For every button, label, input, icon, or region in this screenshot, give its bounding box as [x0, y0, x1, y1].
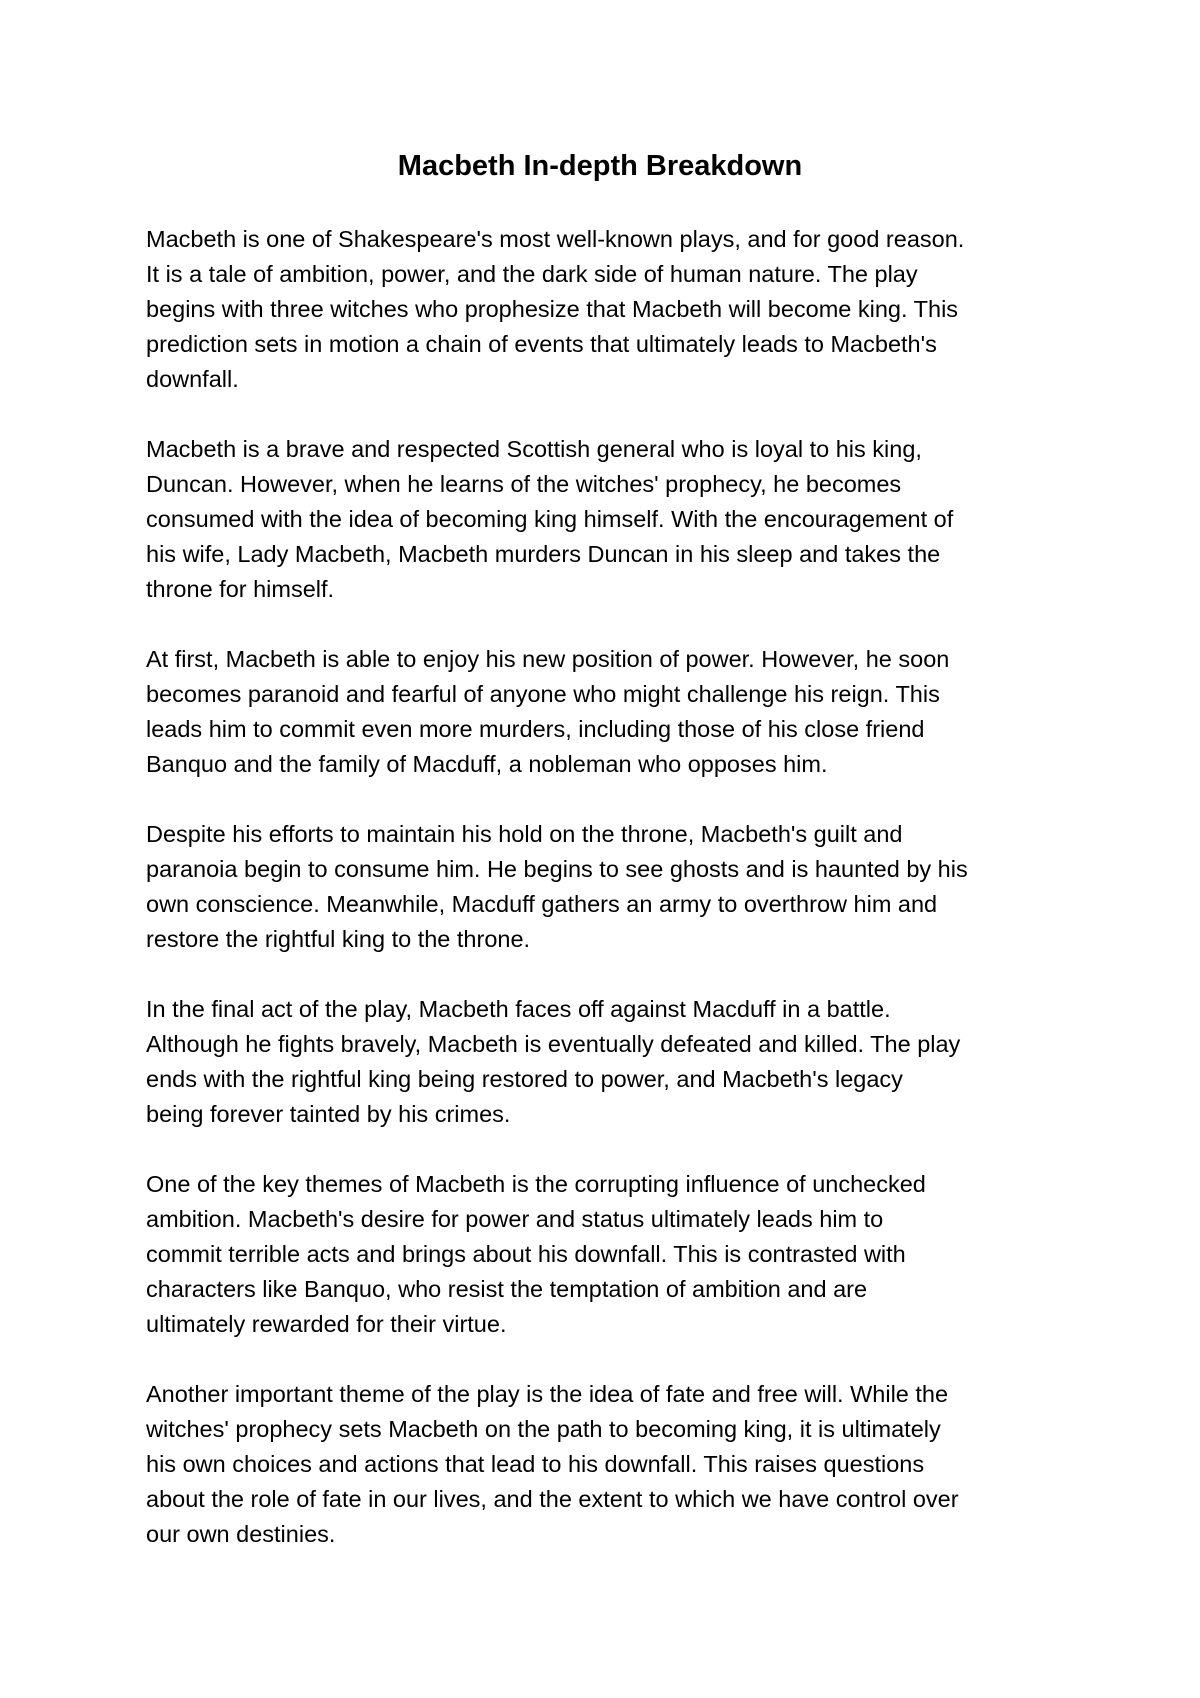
document-body: [146, 222, 1096, 1587]
document-title: Macbeth In-depth Breakdown: [397, 150, 803, 182]
text-line: ultimately rewarded for their virtue.: [146, 1311, 507, 1337]
paragraph-1: [146, 222, 1096, 397]
text-line: becomes paranoid and fearful of anyone who might challenge his reign. This: [146, 681, 940, 707]
text-line: Macbeth is one of Shakespeare's most well-known plays, and for good reason.: [146, 226, 965, 252]
text-line: Despite his efforts to maintain his hold on the throne, Macbeth's guilt and: [146, 821, 903, 847]
text-line: witches' prophecy sets Macbeth on the path to becoming king, it is ultimately: [146, 1416, 941, 1442]
text-line: downfall.: [146, 366, 239, 392]
text-line: his wife, Lady Macbeth, Macbeth murders Duncan in his sleep and takes the: [146, 541, 941, 567]
text-line: throne for himself.: [146, 576, 335, 602]
text-line: At first, Macbeth is able to enjoy his new position of power. However, he soon: [146, 646, 950, 672]
text-line: our own destinies.: [146, 1521, 336, 1547]
text-line: his own choices and actions that lead to his downfall. This raises questions: [146, 1451, 925, 1477]
text-line: Banquo and the family of Macduff, a nobleman who opposes him.: [146, 751, 828, 777]
text-line: leads him to commit even more murders, including those of his close friend: [146, 716, 925, 742]
text-line: Duncan. However, when he learns of the witches' prophecy, he becomes: [146, 471, 902, 497]
text-line: In the final act of the play, Macbeth faces off against Macduff in a battle.: [146, 996, 891, 1022]
text-line: Although he fights bravely, Macbeth is eventually defeated and killed. The play: [146, 1031, 961, 1057]
paragraph-2: [146, 432, 1096, 607]
text-line: consumed with the idea of becoming king himself. With the encouragement of: [146, 506, 954, 532]
text-line: ends with the rightful king being restored to power, and Macbeth's legacy: [146, 1066, 903, 1092]
text-line: being forever tainted by his crimes.: [146, 1101, 511, 1127]
text-line: characters like Banquo, who resist the temptation of ambition and are: [146, 1276, 868, 1302]
text-line: prediction sets in motion a chain of events that ultimately leads to Macbeth's: [146, 331, 937, 357]
text-line: Macbeth is a brave and respected Scottish general who is loyal to his king,: [146, 436, 922, 462]
text-line: It is a tale of ambition, power, and the dark side of human nature. The play: [146, 261, 918, 287]
text-line: about the role of fate in our lives, and the extent to which we have control over: [146, 1486, 959, 1512]
text-line: paranoia begin to consume him. He begins to see ghosts and is haunted by his: [146, 856, 968, 882]
text-line: One of the key themes of Macbeth is the corrupting influence of unchecked: [146, 1171, 926, 1197]
text-line: Another important theme of the play is the idea of fate and free will. While the: [146, 1381, 949, 1407]
paragraph-3: [146, 642, 1096, 782]
paragraph-5: [146, 992, 1096, 1132]
paragraph-7: [146, 1377, 1096, 1552]
text-line: ambition. Macbeth's desire for power and status ultimately leads him to: [146, 1206, 884, 1232]
text-line: commit terrible acts and brings about his downfall. This is contrasted with: [146, 1241, 906, 1267]
paragraph-6: [146, 1167, 1096, 1342]
paragraph-4: [146, 817, 1096, 957]
text-line: restore the rightful king to the throne.: [146, 926, 531, 952]
text-line: own conscience. Meanwhile, Macduff gathers an army to overthrow him and: [146, 891, 938, 917]
text-line: begins with three witches who prophesize that Macbeth will become king. This: [146, 296, 959, 322]
